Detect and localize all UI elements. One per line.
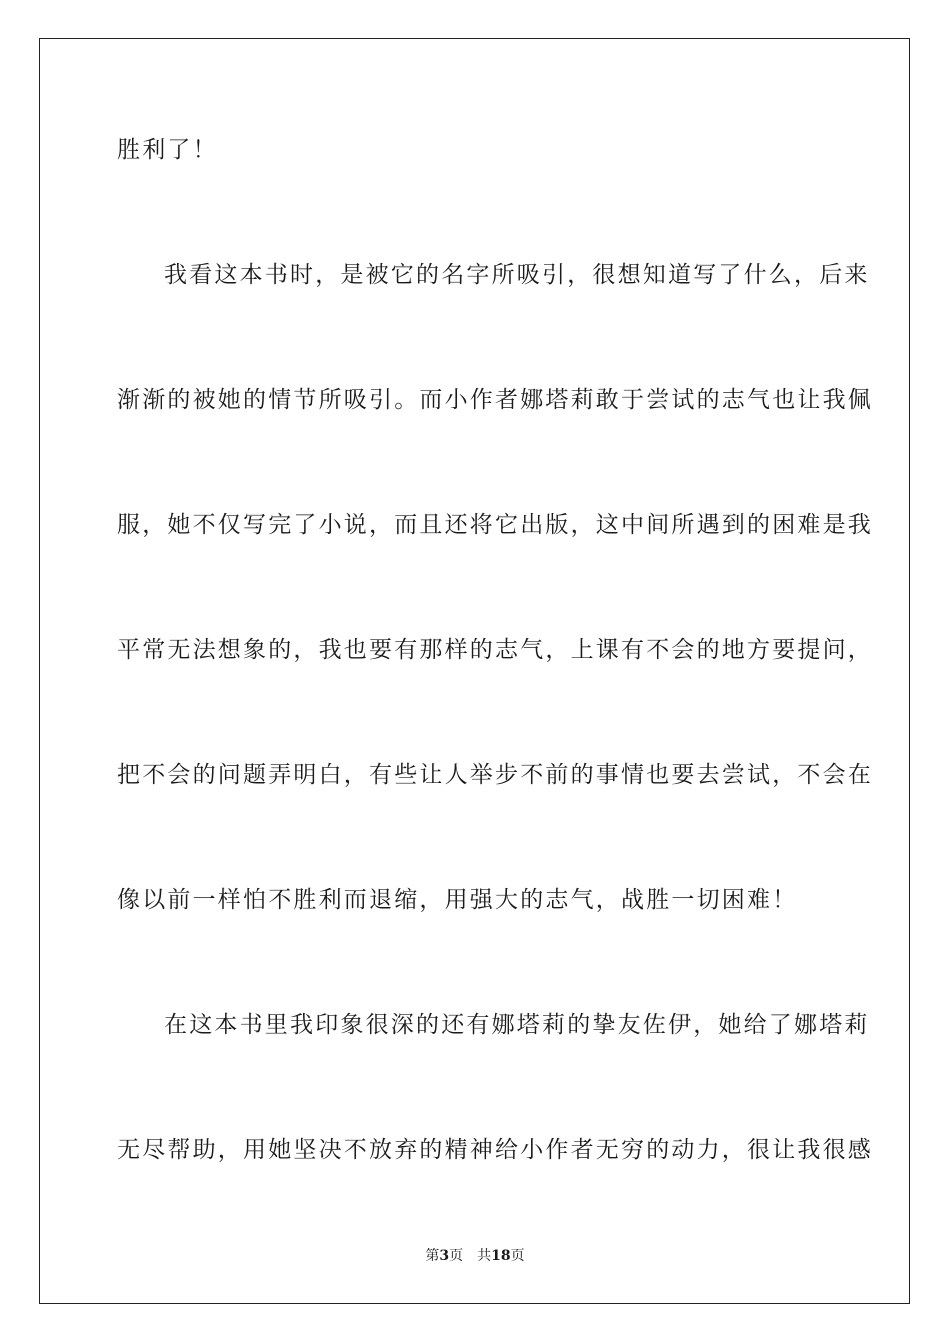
total-prefix: 共 bbox=[477, 1248, 492, 1264]
text-line-9: 无尽帮助，用她坚决不放弃的精神给小作者无穷的动力，很让我很感 bbox=[117, 1137, 873, 1163]
total-suffix: 页 bbox=[510, 1248, 525, 1264]
text-line-8: 在这本书里我印象很深的还有娜塔莉的挚友佐伊，她给了娜塔莉 bbox=[164, 1012, 870, 1038]
text-line-1: 胜利了！ bbox=[117, 137, 218, 163]
page-number: 3 bbox=[439, 1248, 450, 1264]
page-prefix: 第 bbox=[425, 1248, 440, 1264]
text-line-4: 服，她不仅写完了小说，而且还将它出版，这中间所遇到的困难是我 bbox=[117, 512, 873, 538]
text-line-5: 平常无法想象的，我也要有那样的志气，上课有不会的地方要提问， bbox=[117, 637, 873, 663]
total-pages: 18 bbox=[491, 1248, 511, 1264]
page-suffix: 页 bbox=[449, 1248, 464, 1264]
text-line-2: 我看这本书时，是被它的名字所吸引，很想知道写了什么，后来 bbox=[164, 262, 870, 288]
text-line-7: 像以前一样怕不胜利而退缩，用强大的志气，战胜一切困难！ bbox=[117, 887, 798, 913]
page-border bbox=[39, 38, 910, 1304]
text-line-6: 把不会的问题弄明白，有些让人举步不前的事情也要去尝试，不会在 bbox=[117, 762, 873, 788]
text-line-3: 渐渐的被她的情节所吸引。而小作者娜塔莉敢于尝试的志气也让我佩 bbox=[117, 387, 873, 413]
page-footer bbox=[0, 1247, 950, 1265]
